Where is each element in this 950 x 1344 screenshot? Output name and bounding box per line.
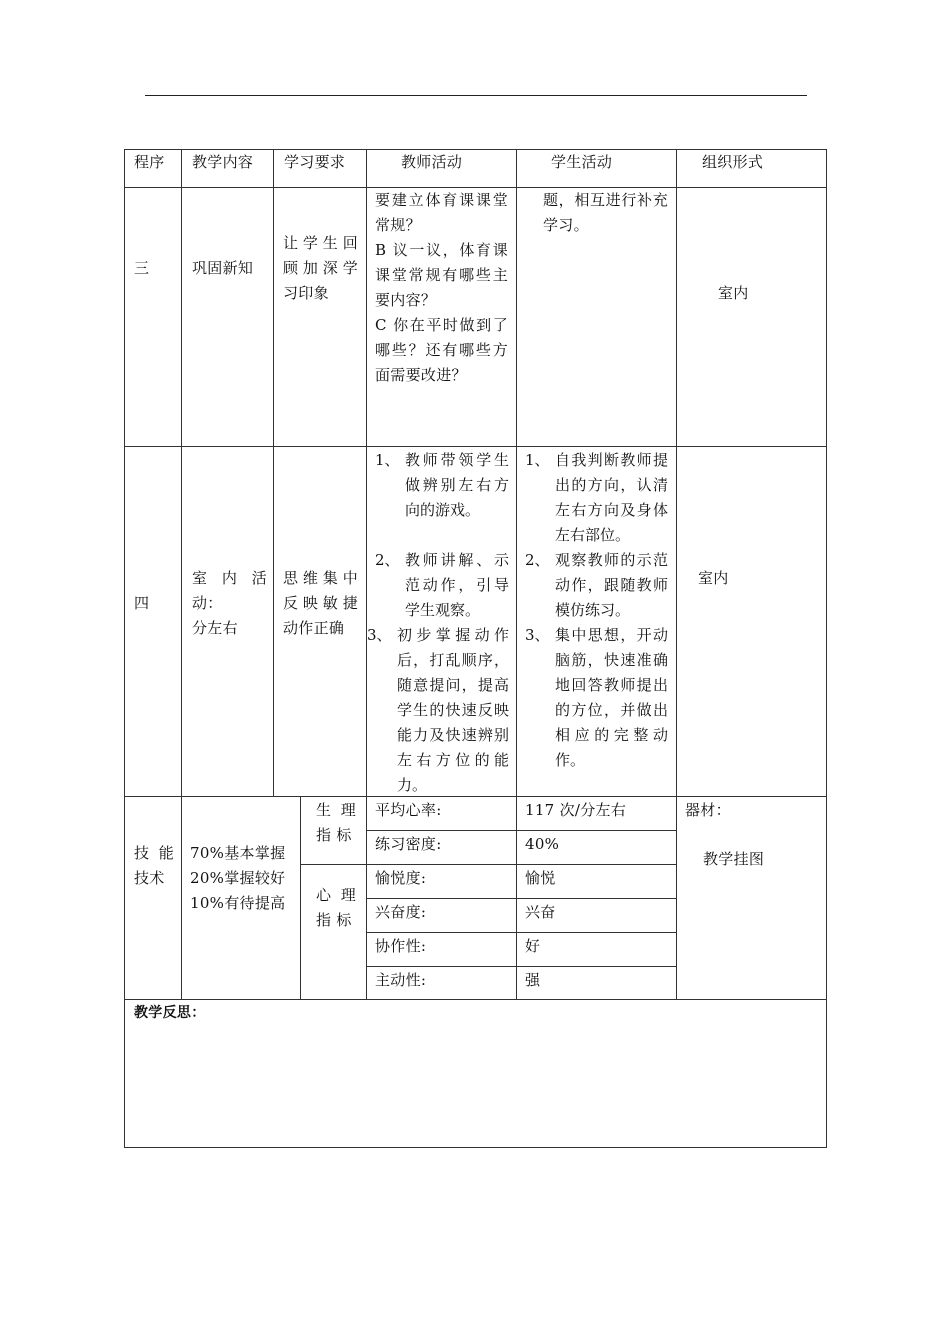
header-seq: 程序 xyxy=(134,153,165,171)
list-number: 3、 xyxy=(525,626,550,644)
metric-name: 愉悦度: xyxy=(375,869,427,887)
metric-value: 117 次/分左右 xyxy=(525,801,627,819)
skills-mastery xyxy=(190,841,285,916)
row3-org: 室内 xyxy=(718,284,749,302)
list-item xyxy=(375,448,509,523)
row3-teacher-line: B 议一议，体育课课堂常规有哪些主要内容？ xyxy=(375,241,508,309)
list-item xyxy=(375,548,509,623)
list-text: 集中思想，开动脑筋，快速准确地回答教师提出的方位，并做出相应的完整动作。 xyxy=(555,626,668,769)
list-item xyxy=(525,548,668,623)
col-divider xyxy=(181,796,182,999)
metric-line xyxy=(366,898,676,899)
list-text: 观察教师的示范动作，跟随教师模仿练习。 xyxy=(555,551,668,619)
metric-value: 愉悦 xyxy=(525,869,556,887)
list-number: 1、 xyxy=(525,451,550,469)
metric-value: 好 xyxy=(525,937,541,955)
metric-line xyxy=(366,830,676,831)
row3-seq: 三 xyxy=(134,259,150,277)
header-rule xyxy=(145,95,807,96)
row4-student-list xyxy=(525,448,668,773)
metric-line xyxy=(300,864,676,865)
header-requirement: 学习要求 xyxy=(284,153,346,171)
header-teacher: 教师活动 xyxy=(401,153,463,171)
header-org: 组织形式 xyxy=(702,153,764,171)
row4-requirement: 思维集中反映敏捷动作正确 xyxy=(283,569,358,637)
metric-name: 练习密度: xyxy=(375,835,442,853)
list-item xyxy=(525,448,668,548)
row4-content: 室 内 活动： xyxy=(192,569,267,612)
psych-label: 心 理指 标 xyxy=(316,886,356,929)
metric-name: 协作性: xyxy=(375,937,427,955)
equipment-value: 教学挂图 xyxy=(703,850,765,868)
list-number: 3、 xyxy=(367,626,392,644)
physio-label: 生 理指 标 xyxy=(316,801,356,844)
row3-content: 巩固新知 xyxy=(192,259,254,277)
row4-seq: 四 xyxy=(134,594,150,612)
list-item xyxy=(367,623,509,798)
row3-teacher-line: 要建立体育课课堂常规？ xyxy=(375,191,508,234)
col-divider xyxy=(273,149,274,796)
row3-teacher-line: C 你在平时做到了哪些？还有哪些方面需要改进？ xyxy=(375,316,508,384)
metric-line xyxy=(366,932,676,933)
reflection-label: 教学反思： xyxy=(134,1005,206,1021)
metric-value: 兴奋 xyxy=(525,903,556,921)
metric-name: 兴奋度: xyxy=(375,903,427,921)
metric-name: 主动性: xyxy=(375,971,427,989)
mastery-line: 70%基本掌握 xyxy=(190,844,286,862)
metric-name: 平均心率: xyxy=(375,801,442,819)
row3-requirement: 让学生回顾加深学习印象 xyxy=(283,234,358,302)
mastery-line: 20%掌握较好 xyxy=(190,869,286,887)
row3-divider xyxy=(124,446,827,447)
list-number: 2、 xyxy=(375,551,400,569)
col-divider xyxy=(516,149,517,999)
col-divider xyxy=(676,149,677,999)
list-number: 2、 xyxy=(525,551,550,569)
list-number: 1、 xyxy=(375,451,400,469)
metric-value: 强 xyxy=(525,971,541,989)
equipment-label: 器材： xyxy=(685,801,731,819)
col-divider xyxy=(366,149,367,999)
skills-divider xyxy=(124,999,827,1000)
row3-student: 题，相互进行补充学习。 xyxy=(543,191,668,234)
header-student: 学生活动 xyxy=(551,153,613,171)
mastery-line: 10%有待提高 xyxy=(190,894,286,912)
list-text: 自我判断教师提出的方向，认清左右方向及身体左右部位。 xyxy=(555,451,668,544)
metric-line xyxy=(366,966,676,967)
col-divider xyxy=(181,149,182,799)
skills-label: 技 能技术 xyxy=(134,844,174,887)
list-text: 教师带领学生做辨别左右方向的游戏。 xyxy=(405,451,509,519)
list-item xyxy=(525,623,668,773)
row4-org: 室内 xyxy=(698,569,729,587)
col-divider xyxy=(300,796,301,999)
row3-teacher xyxy=(375,188,508,388)
metric-value: 40% xyxy=(525,835,560,853)
list-text: 初步掌握动作后，打乱顺序，随意提问，提高学生的快速反映能力及快速辨别左右方位的能力。 xyxy=(397,626,509,794)
header-content: 教学内容 xyxy=(192,153,254,171)
row4-teacher-list xyxy=(367,448,509,798)
row4-content-2: 分左右 xyxy=(192,619,238,637)
list-text: 教师讲解、示范动作，引导学生观察。 xyxy=(405,551,509,619)
